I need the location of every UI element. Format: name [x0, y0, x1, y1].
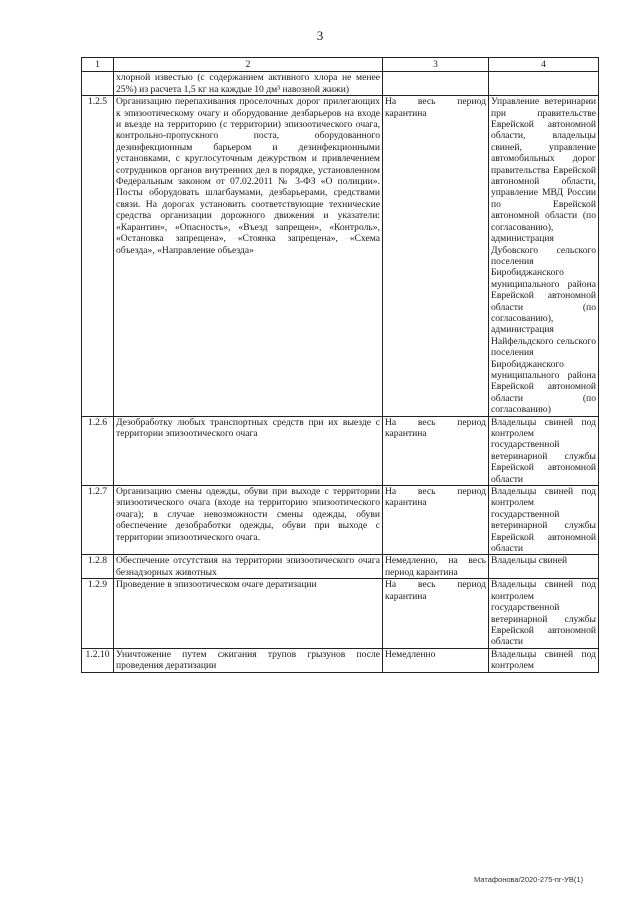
measure-cell: Уничтожение путем сжигания трупов грызунов после проведения дератизации [114, 648, 383, 672]
table-row [82, 96, 599, 416]
responsible-cell: Владельцы свиней под контролем государственной ветеринарной службы Еврейской автономной области [489, 486, 599, 555]
responsible-cell: Управление ветеринарии при правительстве Еврейской автономной области, владельцы свиней, управление автомобильных дорог правительства Еврейской автономной области, управление МВД России по Еврейской автономной области (по согласованию), администрация Дубовского сельского поселения Биробиджанского муниципального района Еврейской автономной области (по согласованию), администрация Найфельдского сельского поселения Биробиджанского муниципального района Еврейской автономной области (по согласованию) [489, 96, 599, 416]
column-header: 3 [383, 58, 489, 72]
table-row [82, 486, 599, 555]
responsible-cell: Владельцы свиней [489, 555, 599, 579]
measure-cell: Организацию смены одежды, обуви при выходе с территории эпизоотического очага (входе на территорию эпизоотического очага); в случае невозможности смены одежды, обуви обеспечение дезобработки одежды, обуви при выходе с территории эпизоотического очага. [114, 486, 383, 555]
term-cell: На весь период карантина [383, 579, 489, 648]
row-number: 1.2.8 [82, 555, 114, 579]
measure-cell: Обеспечение отсутствия на территории эпизоотического очага безнадзорных животных [114, 555, 383, 579]
term-cell: На весь период карантина [383, 96, 489, 416]
row-number: 1.2.6 [82, 416, 114, 485]
column-header: 4 [489, 58, 599, 72]
measures-table [81, 57, 599, 673]
responsible-cell [489, 72, 599, 96]
table-header-row [82, 58, 599, 72]
measure-cell: Организацию перепахивания проселочных дорог прилегающих к эпизоотическому очагу и оборудование дезбарьеров на входе и въезде на территорию (с территории) эпизоотического очага, контрольно-пропускного поста, оборудованного дезинфекционным барьером и дезинфекционными установками, с круглосуточным дежурством и привлечением сотрудников органов внутренних дел в порядке, установленном Федеральным законом от 07.02.2011 № 3-ФЗ «О полиции». Посты оборудовать шлагбаумами, дезбарьерами, средствами связи. На дорогах установить соответствующие технические средства организации дорожного движения и указатели: «Карантин», «Опасность», «Въезд запрещен», «Контроль», «Остановка запрещена», «Стоянка запрещена», «Схема объезда», «Направление объезда» [114, 96, 383, 416]
measure-cell: хлорной известью (с содержанием активного хлора не менее 25%) из расчета 1,5 кг на каждые 10 дм³ навозной жижи) [114, 72, 383, 96]
measure-cell: Дезобработку любых транспортных средств при их выезде с территории эпизоотического очага [114, 416, 383, 485]
row-number [82, 72, 114, 96]
row-number: 1.2.7 [82, 486, 114, 555]
row-number: 1.2.10 [82, 648, 114, 672]
table-row [82, 416, 599, 485]
table-row [82, 555, 599, 579]
page-number: 3 [316, 28, 324, 43]
table-row [82, 72, 599, 96]
column-header: 1 [82, 58, 114, 72]
term-cell: На весь период карантина [383, 486, 489, 555]
column-header: 2 [114, 58, 383, 72]
measure-cell: Проведение в эпизоотическом очаге дератизации [114, 579, 383, 648]
table-row [82, 579, 599, 648]
table-row [82, 648, 599, 672]
responsible-cell: Владельцы свиней под контролем [489, 648, 599, 672]
row-number: 1.2.9 [82, 579, 114, 648]
term-cell: Немедленно [383, 648, 489, 672]
responsible-cell: Владельцы свиней под контролем государственной ветеринарной службы Еврейской автономной области [489, 416, 599, 485]
responsible-cell: Владельцы свиней под контролем государственной ветеринарной службы Еврейской автономной области [489, 579, 599, 648]
row-number: 1.2.5 [82, 96, 114, 416]
document-reference: Матафонова/2020-275-пг-УВ(1) [474, 875, 584, 884]
term-cell: Немедленно, на весь период карантина [383, 555, 489, 579]
term-cell [383, 72, 489, 96]
term-cell: На весь период карантина [383, 416, 489, 485]
